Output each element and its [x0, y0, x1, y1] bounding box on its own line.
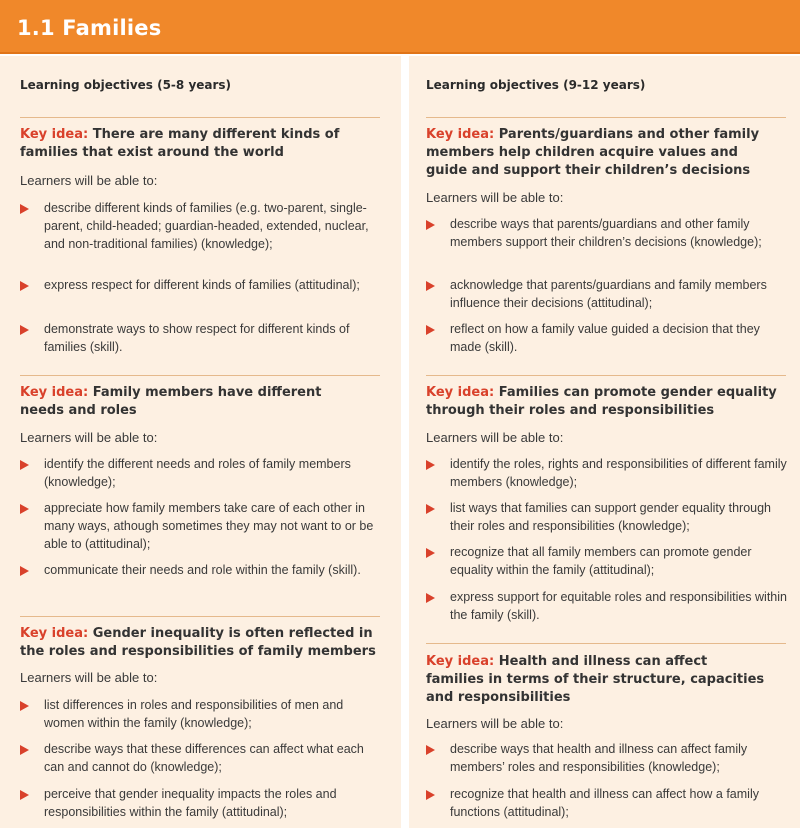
- objective-item: recognize that health and illness can affect how a family functions (attitudinal);: [450, 787, 759, 819]
- divider: [426, 375, 786, 376]
- objective-item: describe ways that these differences can affect what each can and cannot do (knowledge);: [44, 742, 364, 774]
- bullet-triangle-icon: [20, 566, 29, 576]
- key-idea-text: Family members have different needs and roles: [20, 385, 322, 418]
- key-idea: [20, 625, 385, 661]
- key-idea-label: Key idea:: [426, 385, 495, 400]
- key-idea-text: Gender inequality is often reflected in the roles and responsibilities of family members: [20, 626, 376, 659]
- objective-item: describe ways that parents/guardians and other family members support their children’s decisions (knowledge);: [450, 217, 762, 249]
- key-idea-label: Key idea:: [20, 127, 89, 142]
- right-column: [409, 56, 800, 828]
- bullet-triangle-icon: [20, 460, 29, 470]
- objective-item: express support for equitable roles and responsibilities within the family (skill).: [450, 590, 787, 622]
- page-title: 1.1 Families: [17, 16, 162, 40]
- objective-item: describe different kinds of families (e.g. two-parent, single-parent, child-headed; guardian-headed, extended, nuclear, and non-traditional families) (knowledge);: [44, 201, 369, 251]
- bullet-triangle-icon: [20, 204, 29, 214]
- bullet-triangle-icon: [426, 593, 435, 603]
- objective-item: demonstrate ways to show respect for different kinds of families (skill).: [44, 322, 350, 354]
- bullet-triangle-icon: [20, 504, 29, 514]
- page-header: [0, 0, 800, 54]
- objective-item: communicate their needs and role within the family (skill).: [44, 563, 361, 577]
- objective-item: list ways that families can support gender equality through their roles and responsibilities (knowledge);: [450, 501, 772, 533]
- objective-item: identify the different needs and roles of family members (knowledge);: [44, 457, 351, 489]
- column-heading: Learning objectives (9-12 years): [426, 78, 646, 92]
- bullet-triangle-icon: [20, 745, 29, 755]
- objective-item: identify the roles, rights and responsibilities of different family members (knowledge);: [450, 457, 787, 489]
- left-column: [0, 56, 401, 828]
- key-idea: [426, 384, 786, 420]
- key-idea-label: Key idea:: [426, 654, 495, 669]
- bullet-triangle-icon: [426, 504, 435, 514]
- key-idea-text: There are many different kinds of families that exist around the world: [20, 127, 340, 160]
- bullet-triangle-icon: [20, 701, 29, 711]
- learners-intro: Learners will be able to:: [426, 716, 564, 731]
- objective-item: perceive that gender inequality impacts the roles and responsibilities within the family (attitudinal);: [44, 787, 337, 819]
- key-idea: [426, 126, 781, 180]
- bullet-triangle-icon: [20, 325, 29, 335]
- learners-intro: Learners will be able to:: [20, 670, 158, 685]
- objective-item: list differences in roles and responsibilities of men and women within the family (knowledge);: [44, 698, 344, 730]
- column-gutter: [401, 56, 409, 828]
- bullet-triangle-icon: [426, 220, 435, 230]
- bullet-triangle-icon: [426, 281, 435, 291]
- key-idea-label: Key idea:: [20, 626, 89, 641]
- bullet-triangle-icon: [426, 745, 435, 755]
- learners-intro: Learners will be able to:: [426, 190, 564, 205]
- bullet-triangle-icon: [426, 460, 435, 470]
- objective-item: express respect for different kinds of families (attitudinal);: [44, 278, 360, 292]
- key-idea-text: Health and illness can affect families in terms of their structure, capacities and responsibilities: [426, 654, 765, 705]
- learners-intro: Learners will be able to:: [20, 430, 158, 445]
- objective-item: reflect on how a family value guided a decision that they made (skill).: [450, 322, 760, 354]
- bullet-triangle-icon: [20, 790, 29, 800]
- key-idea: [426, 653, 766, 707]
- key-idea-label: Key idea:: [426, 127, 495, 142]
- bullet-triangle-icon: [426, 548, 435, 558]
- objective-item: acknowledge that parents/guardians and family members influence their decisions (attitudinal);: [450, 278, 767, 310]
- key-idea-text: Families can promote gender equality through their roles and responsibilities: [426, 385, 777, 418]
- objective-item: describe ways that health and illness can affect family members’ roles and responsibilities (knowledge);: [450, 742, 748, 774]
- key-idea: [20, 126, 380, 162]
- key-idea-text: Parents/guardians and other family members help children acquire values and guide and support their children’s decisions: [426, 127, 760, 178]
- learners-intro: Learners will be able to:: [20, 173, 158, 188]
- divider: [426, 643, 786, 644]
- column-heading: Learning objectives (5-8 years): [20, 78, 232, 92]
- divider: [20, 375, 380, 376]
- learners-intro: Learners will be able to:: [426, 430, 564, 445]
- divider: [20, 616, 380, 617]
- bullet-triangle-icon: [426, 790, 435, 800]
- key-idea: [20, 384, 365, 420]
- divider: [426, 117, 786, 118]
- objective-item: appreciate how family members take care of each other in many ways, athough sometimes they may not want to or be able to (attitudinal);: [44, 501, 374, 551]
- objective-item: recognize that all family members can promote gender equality within the family (attitudinal);: [450, 545, 752, 577]
- bullet-triangle-icon: [426, 325, 435, 335]
- bullet-triangle-icon: [20, 281, 29, 291]
- key-idea-label: Key idea:: [20, 385, 89, 400]
- divider: [20, 117, 380, 118]
